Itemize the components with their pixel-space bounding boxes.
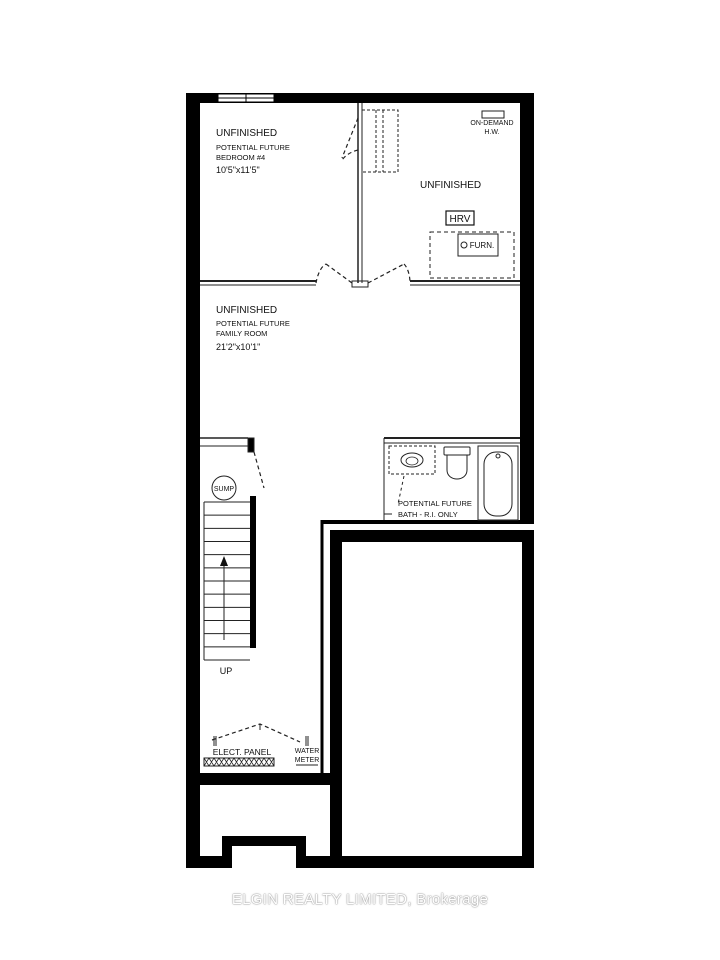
family-status: UNFINISHED [216, 305, 278, 316]
family-line1: POTENTIAL FUTURE [216, 319, 290, 328]
bedroom-dimensions: 10'5"x11'5" [216, 165, 260, 175]
stair-treads [204, 502, 250, 660]
sump-label: SUMP [213, 486, 235, 493]
water-meter-label-1: WATER [294, 748, 320, 755]
elect-panel-label: ELECT. PANEL [212, 747, 272, 757]
bedroom-line2: BEDROOM #4 [216, 153, 266, 162]
mechanical-status: UNFINISHED [420, 180, 482, 191]
stair-walls [200, 438, 264, 488]
on-demand-label-2: H.W. [484, 129, 500, 136]
furnace-label: FURN. [469, 241, 495, 250]
bath-line2: BATH - R.I. ONLY [398, 510, 458, 519]
water-meter-label-2: METER [294, 757, 320, 764]
hrv-label: HRV [449, 214, 471, 225]
bedroom-line1: POTENTIAL FUTURE [216, 143, 290, 152]
on-demand-label-1: ON-DEMAND [470, 120, 514, 127]
family-dimensions: 21'2"x10'1" [216, 342, 261, 352]
bedroom-status: UNFINISHED [216, 128, 278, 139]
stair-arrow-icon [220, 556, 228, 566]
stair-rail-wall [250, 496, 256, 648]
toilet-icon [444, 447, 470, 479]
brokerage-watermark: ELGIN REALTY LIMITED, Brokerage [231, 891, 489, 908]
window [218, 94, 274, 102]
furnace-clearance [430, 232, 514, 278]
stairs-up-label: UP [219, 666, 233, 676]
elect-panel-area [204, 724, 308, 766]
bathtub-icon [478, 446, 518, 520]
water-heater-icon [482, 111, 504, 118]
family-line2: FAMILY ROOM [216, 329, 268, 338]
bath-line1: POTENTIAL FUTURE [398, 499, 472, 508]
